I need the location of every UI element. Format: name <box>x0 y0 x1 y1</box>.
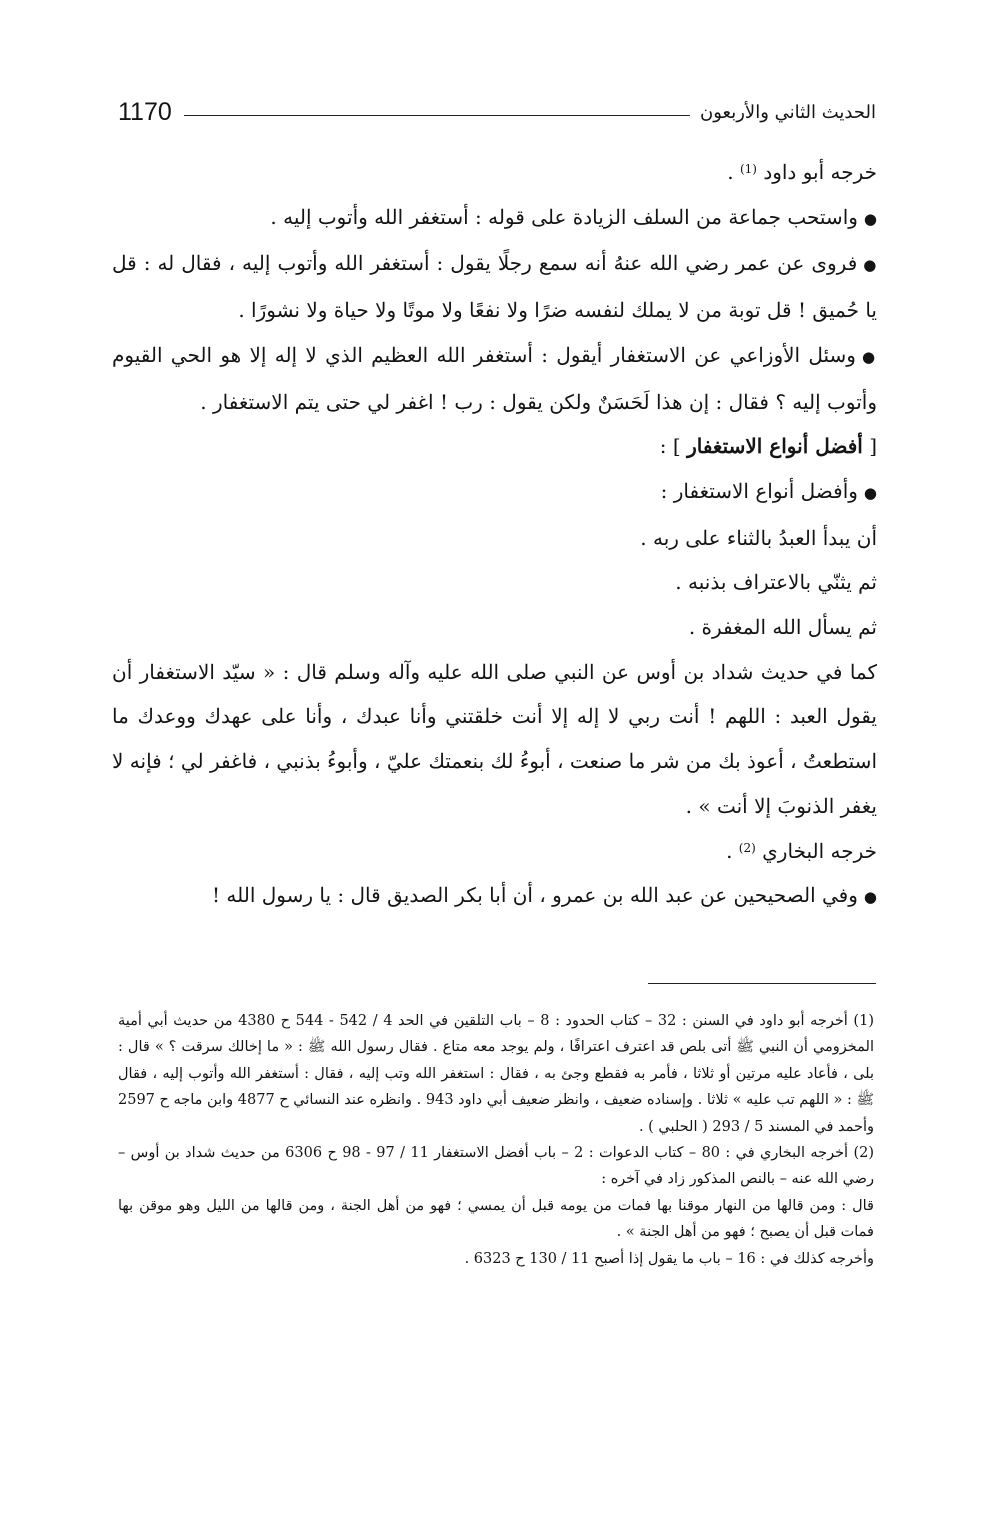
main-text <box>112 150 877 920</box>
bullet-icon: ● <box>863 483 877 502</box>
footnote-2: (2) أخرجه البخاري في : 80 – كتاب الدعوات : 2 – باب أفضل الاستغفار 11 / 97 - 98 ح 6306 من حديث شداد بن أوس – رضي الله عنه – بالنص المذكور زاد في آخره : <box>118 1145 875 1188</box>
paragraph: ●وسئل الأوزاعي عن الاستغفار أيقول : أستغفر الله العظيم الذي لا إله إلا هو الحي القيوم وأتوب إليه ؟ فقال : إن هذا لَحَسَنٌ ولكن يقول : رب ! اغفر لي حتى يتم الاستغفار . <box>112 342 878 414</box>
footnote-1: (1) أخرجه أبو داود في السنن : 32 – كتاب الحدود : 8 – باب التلقين في الحد 4 / 542 - 544 ح 4380 من حديث أبي أمية المخزومي أن النبي ﷺ أتى بلص قد اعترف اعترافًا ، ولم يوجد معه متاع . فقال رسول الله ﷺ : « ما إخالك سرقت ؟ » قال : بلى ، فأعاد عليه مرتين أو ثلاثا ، فأمر به فقطع وجئ به ، فقال : استغفر الله وتب إليه ، فقال : أستغفر الله وأتوب إليه ، فقال ﷺ : « اللهم تب عليه » ثلاثا . وإسناده ضعيف ، وانظر ضعيف أبي داود 943 . وانظره عند النسائي ح 4877 وابن ماجه ح 2597 وأحمد في المسند 5 / 293 ( الحلبي ) . <box>118 1013 875 1135</box>
list-line: ثم يسأل الله المغفرة . <box>688 615 877 640</box>
citation-line-2: خرجه البخاري $^{(2)}$ . <box>726 838 877 863</box>
footnote-divider <box>648 983 876 984</box>
header-divider <box>184 115 690 116</box>
bullet-icon: ● <box>861 347 878 366</box>
bullet-icon: ● <box>863 256 878 275</box>
section-heading: [ أفضل أنواع الاستغفار ] : <box>659 434 877 459</box>
footnote-2-continued: قال : ومن قالها من النهار موقنا بها فمات من يومه قبل أن يمسي ؛ فهو من أهل الجنة ، ومن قالها من الليل وهو موقن بها فمات قبل أن يصبح ؛ فهو من أهل الجنة » . <box>118 1197 874 1241</box>
footnote-ref-2[interactable]: (2) <box>738 840 756 855</box>
paragraph: ●واستحب جماعة من السلف الزيادة على قوله : أستغفر الله وأتوب إليه . <box>270 204 877 229</box>
list-line: أن يبدأ العبدُ بالثناء على ربه . <box>640 525 877 550</box>
paragraph: ●وفي الصحيحين عن عبد الله بن عمرو ، أن أبا بكر الصديق قال : يا رسول الله ! <box>212 883 877 908</box>
citation-line-1: خرجه أبو داود $^{(1)}$ . <box>727 160 877 184</box>
footnote-2-continued: وأخرجه كذلك في : 16 – باب ما يقول إذا أصبح 11 / 130 ح 6323 . <box>464 1250 874 1267</box>
page-number: 1170 <box>118 97 172 126</box>
bullet-icon: ● <box>863 209 877 228</box>
bullet-icon: ● <box>863 888 877 907</box>
paragraph: ●وأفضل أنواع الاستغفار : <box>660 478 877 503</box>
list-line: ثم يثنّي بالاعتراف بذنبه . <box>675 570 877 595</box>
page-header <box>118 94 876 130</box>
footnotes <box>118 1008 874 1272</box>
running-title: الحديث الثاني والأربعون <box>700 101 876 123</box>
paragraph: ●فروى عن عمر رضي الله عنهُ أنه سمع رجلًا يقول : أستغفر الله وأتوب إليه ، فقال له : قل يا حُميق ! قل توبة من لا يملك لنفسه ضرًا ولا نفعًا ولا موتًا ولا حياة ولا نشورًا . <box>112 251 878 323</box>
footnote-ref-1[interactable]: (1) <box>739 162 757 176</box>
paragraph: كما في حديث شداد بن أوس عن النبي صلى الله عليه وآله وسلم قال : « سيّد الاستغفار أن يقول العبد : اللهم ! أنت ربي لا إله إلا أنت خلقتني وأنا عبدك ، وأنا على عهدك ووعدك ما استطعتُ ، أعوذ بك من شر ما صنعت ، أبوءُ لك بنعمتك عليّ ، وأبوءُ بذنبي ، فاغفر لي ؛ فإنه لا يغفر الذنوبَ إلا أنت » . <box>112 659 878 818</box>
